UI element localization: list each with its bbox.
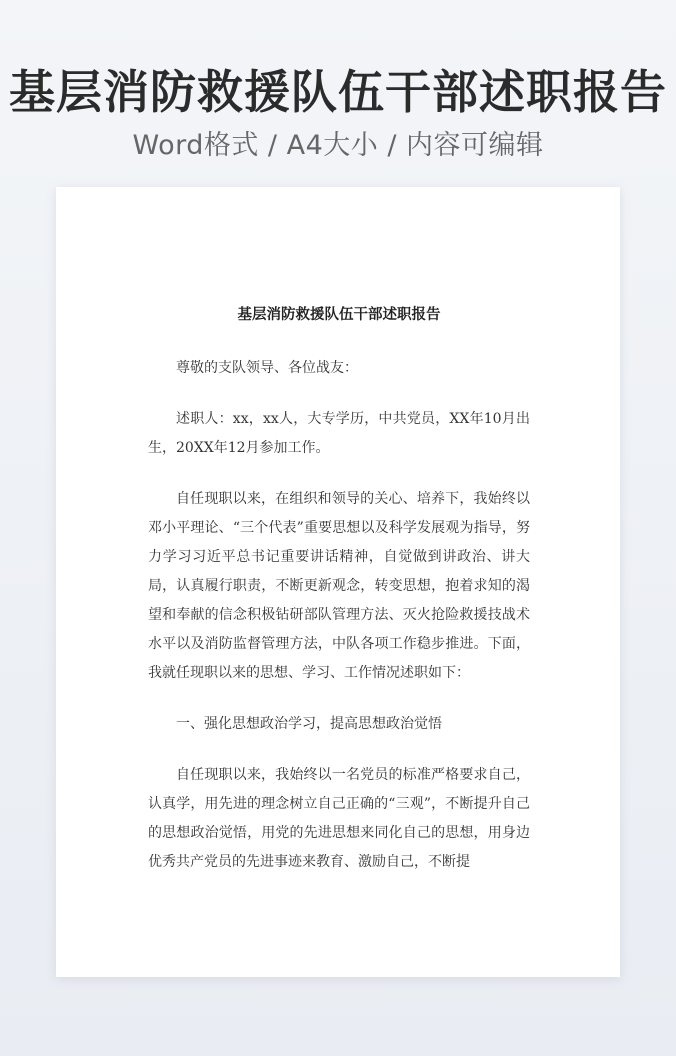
document-body: [148, 305, 530, 899]
document-page: [56, 187, 620, 977]
paragraph-intro: 述职人：xx，xx人，大专学历，中共党员，XX年10月出生，20XX年12月参加工作。: [148, 411, 530, 456]
section-heading-1: 一、强化思想政治学习，提高思想政治觉悟: [176, 716, 442, 732]
paragraph-section-1: 自任现职以来，我始终以一名党员的标准严格要求自己，认真学，用先进的理念树立自己正确的“三观”，不断提升自己的思想政治觉悟，用党的先进思想来同化自己的思想，用身边优秀共产党员的先进事迹来教育、激励自己，不断提: [148, 767, 530, 870]
document-title: 基层消防救援队伍干部述职报告: [237, 306, 441, 323]
banner-title: 基层消防救援队伍干部述职报告: [9, 65, 667, 119]
banner-subtitle: Word格式 / A4大小 / 内容可编辑: [132, 130, 544, 161]
paragraph-overview: 自任现职以来，在组织和领导的关心、培养下，我始终以邓小平理论、“三个代表”重要思想以及科学发展观为指导，努力学习习近平总书记重要讲话精神，自觉做到讲政治、讲大局，认真履行职责，不断更新观念，转变思想，抱着求知的渴望和奉献的信念积极钻研部队管理方法、灭火抢险救援技战术水平以及消防监督管理方法，中队各项工作稳步推进。下面，我就任现职以来的思想、学习、工作情况述职如下：: [148, 491, 530, 681]
greeting-paragraph: 尊敬的支队领导、各位战友：: [176, 360, 358, 376]
banner-header: [0, 60, 676, 166]
